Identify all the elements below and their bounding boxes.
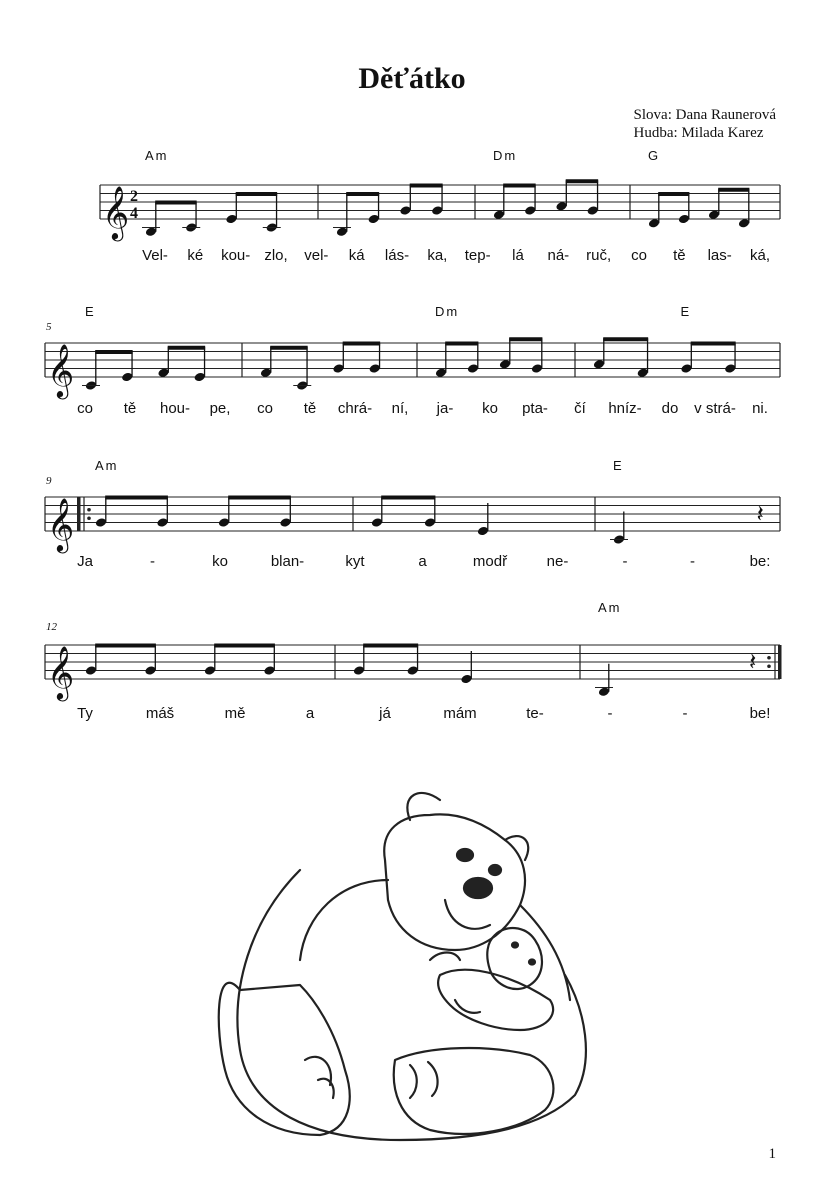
lyric-syllable: do xyxy=(661,400,679,417)
lyric-syllable: mám xyxy=(443,705,477,722)
lyric-syllable: be: xyxy=(749,553,771,570)
lyric-syllable: co xyxy=(631,247,647,264)
lyric-syllable: ruč, xyxy=(586,247,612,264)
lyric-syllable: pe, xyxy=(209,400,231,417)
chord-symbol: Am xyxy=(95,458,119,473)
lyric-syllable: tě xyxy=(303,400,317,417)
lyric-syllable: kyt xyxy=(345,553,365,570)
measure-number: 5 xyxy=(46,321,52,333)
lyric-syllable: tě xyxy=(673,247,686,264)
lyric-syllable: ko xyxy=(212,553,228,570)
treble-clef-icon: 𝄞 xyxy=(47,343,75,397)
lyric-syllable: ké xyxy=(187,247,204,264)
treble-clef-icon: 𝄞 xyxy=(47,645,75,699)
quarter-rest: 𝄽 xyxy=(756,499,764,528)
lyric-syllable: ja- xyxy=(436,400,454,417)
measure-number: 12 xyxy=(46,621,57,633)
lyric-syllable: hníz- xyxy=(608,400,642,417)
lyric-syllable: co xyxy=(77,400,93,417)
song-title: Děťátko xyxy=(358,62,466,95)
lyric-syllable: - xyxy=(690,553,695,570)
quarter-rest: 𝄽 xyxy=(749,647,757,676)
lyric-syllable: co xyxy=(257,400,273,417)
chord-symbol: Dm xyxy=(435,304,460,319)
chord-symbol: E xyxy=(85,304,96,319)
time-signature-bottom: 4 xyxy=(130,205,138,222)
time-signature-top: 2 xyxy=(130,188,138,205)
lyric-syllable: a xyxy=(305,705,315,722)
lyric-syllable: lás- xyxy=(384,247,410,264)
lyric-syllable: ni. xyxy=(752,400,768,417)
lyric-syllable: tě xyxy=(123,400,137,417)
chord-symbol: Am xyxy=(598,600,622,615)
lyric-syllable: - xyxy=(150,553,155,570)
lyric-syllable: v strá- xyxy=(694,400,736,417)
chord-symbol: Am xyxy=(145,148,169,163)
treble-clef-icon: 𝄞 xyxy=(47,497,75,551)
lyric-syllable: ko xyxy=(482,400,498,417)
page-number: 1 xyxy=(768,1146,776,1162)
lyric-syllable: mě xyxy=(224,705,246,722)
treble-clef-icon: 𝄞 xyxy=(102,185,130,239)
lyric-syllable: pta- xyxy=(522,400,548,417)
lyric-syllable: Ja xyxy=(77,553,93,570)
lyric-syllable: chrá- xyxy=(337,400,373,417)
lyric-syllable: čí xyxy=(574,400,586,417)
lyric-syllable: modř xyxy=(472,553,508,570)
composer-credit: Hudba: Milada Karez xyxy=(633,125,764,141)
lyric-syllable: - xyxy=(607,705,613,722)
lyric-syllable: te- xyxy=(526,705,544,722)
lyric-syllable: máš xyxy=(145,705,175,722)
lyric-syllable: a xyxy=(418,553,427,570)
lyric-syllable: já xyxy=(379,705,391,722)
chord-symbol: Dm xyxy=(493,148,518,163)
lyric-syllable: be! xyxy=(749,705,771,722)
lyricist-credit: Slova: Dana Raunerová xyxy=(633,107,776,123)
lyric-syllable: lá xyxy=(512,247,524,264)
lyric-syllable: vel- xyxy=(304,247,329,264)
lyric-syllable: Vel- xyxy=(142,247,168,264)
lyric-syllable: ká xyxy=(348,247,365,264)
chord-symbol: E xyxy=(613,458,624,473)
lyric-syllable: kou- xyxy=(221,247,251,264)
lyric-syllable: Ty xyxy=(77,705,93,722)
lyric-syllable: las- xyxy=(707,247,732,264)
lyric-syllable: blan- xyxy=(270,553,305,570)
lyric-syllable: hou- xyxy=(159,400,191,417)
chord-symbol: E xyxy=(680,304,692,319)
lyric-syllable: ne- xyxy=(546,553,569,570)
measure-number: 9 xyxy=(46,475,52,487)
lyric-syllable: ka, xyxy=(427,247,448,264)
lyric-syllable: ná- xyxy=(547,247,570,264)
lyric-syllable: ní, xyxy=(391,400,409,417)
lyric-syllable: ká, xyxy=(749,247,771,264)
lyric-syllable: - xyxy=(682,705,688,722)
lyric-syllable: zlo, xyxy=(264,247,288,264)
lyric-syllable: - xyxy=(622,553,628,570)
lyric-syllable: tep- xyxy=(464,247,491,264)
chord-symbol: G xyxy=(648,148,661,163)
